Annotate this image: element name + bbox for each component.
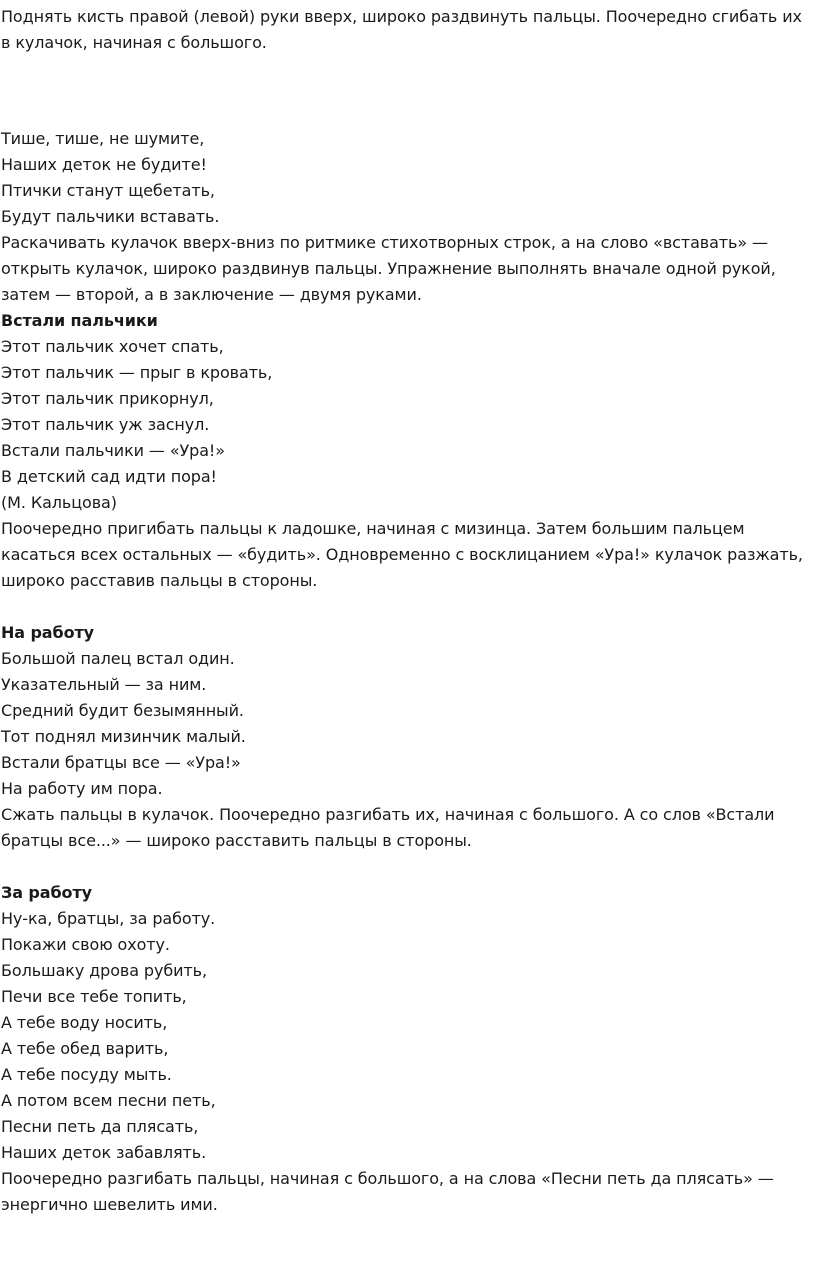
- poem-for-work: [1, 906, 816, 1166]
- poem-line: Большаку дрова рубить,: [1, 961, 207, 980]
- poem-quiet: [1, 126, 816, 230]
- text-line: братцы все...» — широко расставить пальцы в стороны.: [1, 831, 472, 850]
- poem-author: (М. Кальцова): [1, 493, 117, 512]
- poem-line: Средний будит безымянный.: [1, 701, 244, 720]
- instruction-paragraph-3: [1, 802, 816, 854]
- poem-line: Птички станут щебетать,: [1, 181, 215, 200]
- poem-line: Песни петь да плясать,: [1, 1117, 199, 1136]
- poem-fingers-up: [1, 334, 816, 516]
- section-title-fingers-up: Встали пальчики: [1, 311, 158, 330]
- text-line: Поднять кисть правой (левой) руки вверх, широко раздвинуть пальцы. Поочередно сгибать их: [1, 7, 802, 26]
- poem-line: Печи все тебе топить,: [1, 987, 187, 1006]
- poem-line: Покажи свою охоту.: [1, 935, 170, 954]
- poem-line: Этот пальчик прикорнул,: [1, 389, 214, 408]
- poem-line: А тебе посуду мыть.: [1, 1065, 172, 1084]
- poem-line: А тебе воду носить,: [1, 1013, 168, 1032]
- spacer: [1, 854, 816, 880]
- poem-line: Этот пальчик — прыг в кровать,: [1, 363, 273, 382]
- spacer: [1, 56, 816, 100]
- text-line: открыть кулачок, широко раздвинув пальцы. Упражнение выполнять вначале одной рукой,: [1, 259, 776, 278]
- spacer: [1, 100, 816, 126]
- poem-to-work: [1, 646, 816, 802]
- poem-line: Этот пальчик хочет спать,: [1, 337, 224, 356]
- text-line: энергично шевелить ими.: [1, 1195, 218, 1214]
- text-line: Раскачивать кулачок вверх-вниз по ритмике стихотворных строк, а на слово «вставать» —: [1, 233, 768, 252]
- poem-line: Встали братцы все — «Ура!»: [1, 753, 241, 772]
- poem-line: Этот пальчик уж заснул.: [1, 415, 210, 434]
- text-line: затем — второй, а в заключение — двумя руками.: [1, 285, 422, 304]
- poem-line: А потом всем песни петь,: [1, 1091, 216, 1110]
- poem-line: Большой палец встал один.: [1, 649, 235, 668]
- text-line: в кулачок, начиная с большого.: [1, 33, 267, 52]
- section-title-for-work: За работу: [1, 883, 92, 902]
- poem-line: Будут пальчики вставать.: [1, 207, 220, 226]
- instruction-paragraph-1: [1, 230, 816, 308]
- poem-line: Встали пальчики — «Ура!»: [1, 441, 225, 460]
- poem-line: Наших деток не будите!: [1, 155, 207, 174]
- text-line: широко расставив пальцы в стороны.: [1, 571, 318, 590]
- poem-line: Тише, тише, не шумите,: [1, 129, 205, 148]
- instruction-paragraph-4: [1, 1166, 816, 1218]
- poem-line: А тебе обед варить,: [1, 1039, 169, 1058]
- text-line: Сжать пальцы в кулачок. Поочередно разгибать их, начиная с большого. А со слов «Встали: [1, 805, 775, 824]
- poem-line: На работу им пора.: [1, 779, 163, 798]
- text-line: Поочередно пригибать пальцы к ладошке, начиная с мизинца. Затем большим пальцем: [1, 519, 745, 538]
- text-line: Поочередно разгибать пальцы, начиная с большого, а на слова «Песни петь да плясать» —: [1, 1169, 774, 1188]
- poem-line: В детский сад идти пора!: [1, 467, 217, 486]
- poem-line: Указательный — за ним.: [1, 675, 207, 694]
- poem-line: Наших деток забавлять.: [1, 1143, 207, 1162]
- spacer: [1, 594, 816, 620]
- section-title-to-work: На работу: [1, 623, 94, 642]
- poem-line: Ну-ка, братцы, за работу.: [1, 909, 216, 928]
- intro-paragraph: [1, 4, 816, 56]
- poem-line: Тот поднял мизинчик малый.: [1, 727, 246, 746]
- instruction-paragraph-2: [1, 516, 816, 594]
- text-line: касаться всех остальных — «будить». Одновременно с восклицанием «Ура!» кулачок разжать,: [1, 545, 803, 564]
